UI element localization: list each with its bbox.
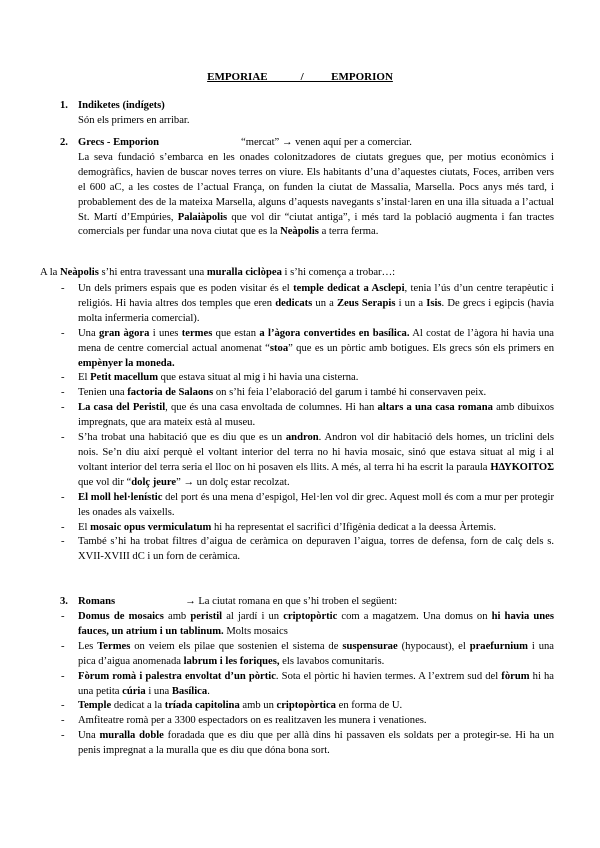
list-item: - La casa del Peristil, que és una casa envoltada de columnes. Hi han altars a una casa romana amb dibuixos impregnats, que ara mateix està al museu. xyxy=(61,402,554,429)
section-number: 3. xyxy=(60,596,68,607)
paragraph-text: La seva fundació s’embarca en les onades colonitzadores de ciutats gregues que, per motius econòmics i demogràfics, havien de buscar noves terres on viure. Els habitants d’una d’aquestes ciutats, Foces, arriben vers el 600 aC, a les costes de l’actual França, on funden la ciutat de Massalia, Marsella. Pocs anys més tard, i probablement des de la mateixa Marsella, alguns d’aquests navegants s’instal·laren en una illa situada a l’actual St. Martí d’Empúries, xyxy=(78,151,554,223)
section-number: 2. xyxy=(60,137,68,148)
neapolis-intro xyxy=(40,266,560,281)
section-text: Són els primers en arribar. xyxy=(78,114,190,126)
list-item: - Una muralla doble foradada que es diu que per allà dins hi passaven els soldats per a protegir-se. Hi ha un penis impregnat a la muralla que es diu que dóna bona sort. xyxy=(61,730,554,757)
intro-text: i s’hi comença a trobar…: xyxy=(281,267,396,278)
section-heading: Indiketes (indígets) xyxy=(78,100,165,111)
list-item: - S’ha trobat una habitació que es diu que es un andron. Andron vol dir habitació dels homes, un triclini dels nois. Se’n diu així perquè el voltant interior del terra no hi havia mosaic, sinó que estava situat al mig i al voltant interior del terra seria el lloc on hi posaven els llits. A més, al terra hi ha escrit la paraula ΗΔΥΚΟΙΤΟΣ que vol dir “dolç jeure” → un dolç estar recolzat. xyxy=(61,432,555,488)
list-item: - El moll hel·lenístic del port és una mena d’espigol, Hel·len vol dir grec. Aquest moll és com a mur per protegir les onades als vaixells. xyxy=(61,491,554,518)
list-item: - El Petit macellum que estava situat al mig i hi havia una cisterna. xyxy=(61,372,359,384)
section-grecs xyxy=(0,136,600,240)
list-item: - Fòrum romà i palestra envoltat d’un pòrtic. Sota el pòrtic hi havien termes. A l’extrem sud del fòrum hi ha una petita cúria i una Basílica. xyxy=(61,670,554,697)
section-romans xyxy=(0,595,600,610)
section-heading-note: “mercat” → venen aquí per a comerciar. xyxy=(241,137,412,148)
paragraph-text: que vol dir “ciutat antiga”, i més tard la població augmenta i fan tractes comercials per fundar una nova ciutat que es la xyxy=(78,211,554,238)
bold-term: muralla ciclòpea xyxy=(206,267,282,278)
greek-bullet-list xyxy=(0,282,600,565)
paragraph-text: a terra ferma. xyxy=(318,226,379,238)
list-item: - Les Termes on veiem els pilae que sostenien el sistema de suspensurae (hypocaust), el praefurnium i una pica d’aigua anomenada labrum i les foriques, els lavabos comunitaris. xyxy=(61,640,555,667)
document-title: EMPORIAE / EMPORION xyxy=(207,71,393,83)
list-item: - També s’hi ha trobat filtres d’aigua de ceràmica on depuraven l’aigua, torres de defensa, forn de calç dels s. XVII-XVIII dC i un forn de ceràmica. xyxy=(61,536,554,563)
section-indiketes xyxy=(0,99,600,129)
list-item: - El mosaic opus vermiculatum hi ha representat el sacrifici d’Ifigènia dedicat a la deessa Àrtemis. xyxy=(61,521,497,533)
section-heading-note: → La ciutat romana en que s’hi troben el següent: xyxy=(185,596,398,607)
intro-text: s’hi entra travessant una xyxy=(98,267,207,278)
list-item: - Una gran àgora i unes termes que estan a l’àgora convertides en basílica. Al costat de l’àgora hi havia una mena de centre comercial actual anomenat “stoa” que es un pòrtic amb botigues. Els grecs són els primers en empènyer la moneda. xyxy=(61,327,554,369)
roman-bullet-list xyxy=(0,610,600,759)
bold-term: Palaiàpolis xyxy=(177,211,228,223)
section-number: 1. xyxy=(60,100,68,111)
bold-term: Neàpolis xyxy=(60,267,99,278)
list-item: - Amfiteatre romà per a 3300 espectadors on es realitzaven les munera i venationes. xyxy=(61,715,427,727)
section-heading: Grecs - Emporion xyxy=(78,137,160,148)
list-item: - Tenien una factoria de Salaons on s’hi feia l’elaboració del garum i també hi conservaven peix. xyxy=(61,387,487,399)
list-item: - Temple dedicat a la tríada capitolina amb un criptopòrtica en forma de U. xyxy=(61,700,403,712)
intro-text: A la xyxy=(40,267,61,278)
bold-term: Neàpolis xyxy=(280,226,319,238)
section-heading: Romans xyxy=(78,596,116,607)
list-item: - Domus de mosaics amb peristil al jardí i un criptopòrtic com a magatzem. Una domus on hi havia unes fauces, un atrium i un tablinum. Molts mosaics xyxy=(61,611,554,637)
list-item: - Un dels primers espais que es poden visitar és el temple dedicat a Asclepi, tenia l’ús d’un centre terapèutic i religiós. Hi havia altres dos temples que eren dedicats un a Zeus Serapis i un a Isis. De grecs i egipcis (havia molta infermeria comercial). xyxy=(61,283,554,324)
